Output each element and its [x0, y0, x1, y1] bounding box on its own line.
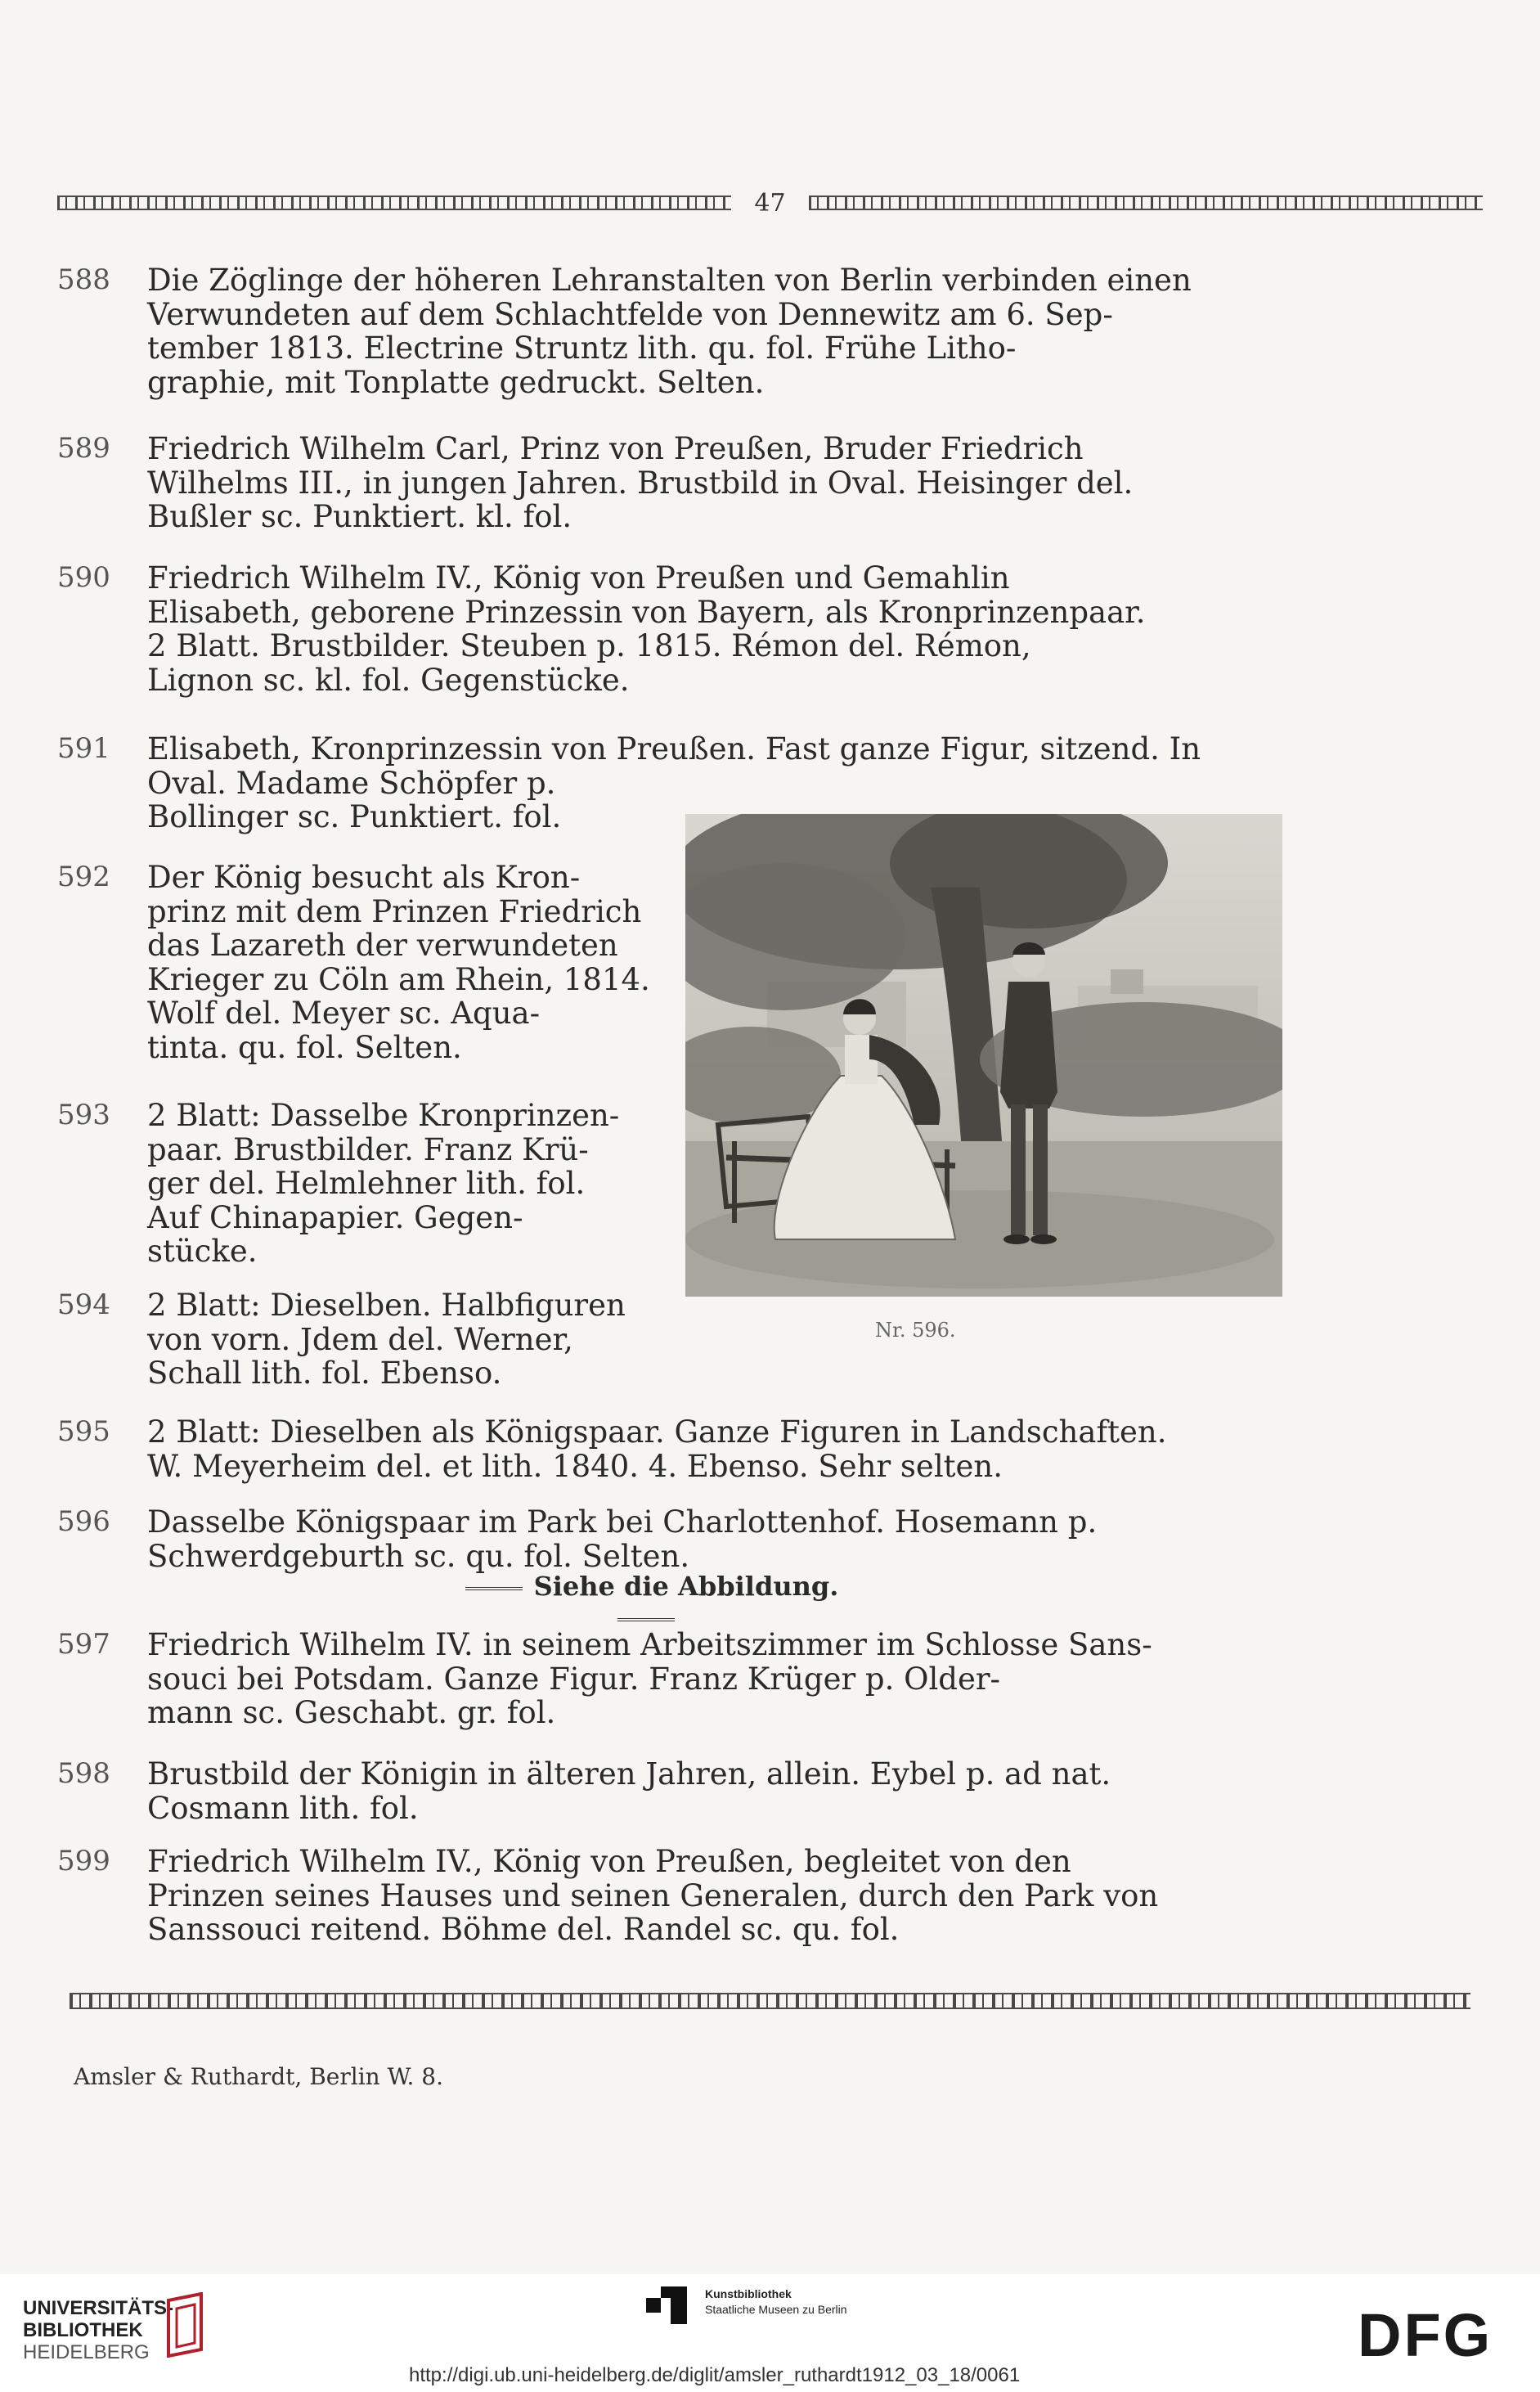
- entry-number: 598: [57, 1757, 110, 1790]
- entry-number: 599: [57, 1845, 110, 1877]
- catalog-entry-593: [57, 1099, 619, 1269]
- footer-ornament: [70, 1993, 1470, 2009]
- entry-line: Friedrich Wilhelm IV. in seinem Arbeitszimmer im Schlosse Sans-: [147, 1627, 1152, 1662]
- see-figure-note: [433, 1571, 859, 1633]
- entry-line: tember 1813. Electrine Struntz lith. qu. fol. Frühe Litho-: [147, 330, 1017, 366]
- illustration-royal-couple-in-park: [685, 814, 1282, 1297]
- entry-number: 592: [57, 861, 110, 893]
- catalog-entry-589: [57, 432, 1133, 534]
- ornament-left: [57, 196, 731, 210]
- catalog-entry-594: [57, 1288, 626, 1391]
- page-number: 47: [754, 188, 786, 218]
- ub-line-2: BIBLIOTHEK: [23, 2319, 143, 2341]
- entry-line: das Lazareth der verwundeten: [147, 928, 618, 963]
- entry-line: souci bei Potsdam. Ganze Figur. Franz Krüger p. Older-: [147, 1661, 1001, 1697]
- permalink-url[interactable]: http://digi.ub.uni-heidelberg.de/diglit/amsler_ruthardt1912_03_18/0061: [409, 2364, 1021, 2386]
- header-ornament: [57, 188, 1483, 218]
- entry-line: Verwundeten auf dem Schlachtfelde von Dennewitz am 6. Sep-: [147, 296, 1113, 332]
- entry-line: 2 Blatt: Dieselben. Halbfiguren: [147, 1288, 626, 1323]
- entry-line: stücke.: [147, 1234, 258, 1269]
- entry-line: Brustbild der Königin in älteren Jahren, allein. Eybel p. ad nat.: [147, 1756, 1111, 1792]
- entry-line: Elisabeth, geborene Prinzessin von Bayern, als Kronprinzenpaar.: [147, 594, 1146, 630]
- entry-line: Cosmann lith. fol.: [147, 1790, 419, 1826]
- entry-line: Friedrich Wilhelm IV., König von Preußen und Gemahlin: [147, 560, 1010, 596]
- catalog-entry-592: [57, 861, 650, 1064]
- entry-line: Elisabeth, Kronprinzessin von Preußen. Fast ganze Figur, sitzend. In: [147, 731, 1201, 767]
- catalog-entry-597: [57, 1628, 1152, 1730]
- entry-line: Friedrich Wilhelm Carl, Prinz von Preußen, Bruder Friedrich: [147, 431, 1084, 466]
- catalog-entry-595: [57, 1415, 1167, 1483]
- entry-number: 588: [57, 263, 110, 296]
- entry-line: Bußler sc. Punktiert. kl. fol.: [147, 499, 572, 534]
- entry-line: 2 Blatt: Dasselbe Kronprinzen-: [147, 1098, 620, 1133]
- kunstbibliothek-mark-icon: [646, 2286, 687, 2324]
- rule-right: [617, 1618, 675, 1621]
- entry-line: Sanssouci reitend. Böhme del. Randel sc. qu. fol.: [147, 1912, 900, 1947]
- entry-line: Dasselbe Königspaar im Park bei Charlottenhof. Hosemann p.: [147, 1504, 1098, 1540]
- ub-line-3: HEIDELBERG: [23, 2341, 150, 2363]
- entry-line: von vorn. Jdem del. Werner,: [147, 1321, 573, 1357]
- catalog-entry-590: [57, 561, 1146, 697]
- entry-line: Auf Chinapapier. Gegen-: [147, 1199, 523, 1235]
- entry-line: tinta. qu. fol. Selten.: [147, 1029, 462, 1065]
- entry-line: mann sc. Geschabt. gr. fol.: [147, 1695, 556, 1730]
- dfg-logo[interactable]: DFG: [1358, 2301, 1493, 2369]
- entry-line: Wilhelms III., in jungen Jahren. Brustbild in Oval. Heisinger del.: [147, 465, 1134, 501]
- ornament-right: [809, 196, 1483, 210]
- entry-number: 597: [57, 1628, 110, 1661]
- entry-line: Lignon sc. kl. fol. Gegenstücke.: [147, 662, 630, 698]
- catalog-entry-599: [57, 1845, 1158, 1947]
- engraving-picture: [685, 814, 1282, 1297]
- entry-number: 591: [57, 732, 110, 765]
- entry-number: 589: [57, 432, 110, 465]
- entry-line: Krieger zu Cöln am Rhein, 1814.: [147, 961, 650, 997]
- entry-number: 595: [57, 1415, 110, 1448]
- entry-line: Schall lith. fol. Ebenso.: [147, 1356, 502, 1391]
- publisher-imprint: Amsler & Ruthardt, Berlin W. 8.: [74, 2063, 444, 2090]
- catalog-entry-588: [57, 263, 1192, 399]
- entry-line: Bollinger sc. Punktiert. fol.: [147, 799, 562, 834]
- kb-line-1: Kunstbibliothek: [705, 2287, 792, 2300]
- entry-number: 593: [57, 1099, 110, 1131]
- entry-line: Prinzen seines Hauses und seinen Generalen, durch den Park von: [147, 1877, 1159, 1913]
- entry-line: W. Meyerheim del. et lith. 1840. 4. Ebenso. Sehr selten.: [147, 1448, 1003, 1484]
- entry-line: 2 Blatt. Brustbilder. Steuben p. 1815. Rémon del. Rémon,: [147, 628, 1031, 663]
- catalog-entry-598: [57, 1757, 1111, 1825]
- entry-line: 2 Blatt: Dieselben als Königspaar. Ganze Figuren in Landschaften.: [147, 1414, 1167, 1450]
- entry-line: Wolf del. Meyer sc. Aqua-: [147, 996, 541, 1031]
- ub-emblem-icon: [160, 2292, 209, 2358]
- entry-line: Der König besucht als Kron-: [147, 860, 581, 895]
- see-figure-text: Siehe die Abbildung.: [533, 1571, 839, 1602]
- kb-line-2: Staatliche Museen zu Berlin: [705, 2303, 847, 2316]
- entry-number: 596: [57, 1505, 110, 1538]
- entry-line: paar. Brustbilder. Franz Krü-: [147, 1131, 589, 1167]
- entry-line: Friedrich Wilhelm IV., König von Preußen, begleitet von den: [147, 1844, 1071, 1879]
- ub-line-1: UNIVERSITÄTS-: [23, 2297, 174, 2319]
- entry-line: graphie, mit Tonplatte gedruckt. Selten.: [147, 364, 765, 400]
- entry-line: prinz mit dem Prinzen Friedrich: [147, 893, 642, 929]
- entry-line: Oval. Madame Schöpfer p.: [147, 765, 556, 801]
- catalog-entry-596: [57, 1505, 1097, 1573]
- ub-heidelberg-logo[interactable]: [23, 2297, 173, 2363]
- entry-line: ger del. Helmlehner lith. fol.: [147, 1166, 586, 1201]
- entry-line: Die Zöglinge der höheren Lehranstalten von Berlin verbinden einen: [147, 263, 1192, 298]
- entry-number: 590: [57, 561, 110, 594]
- figure-caption: Nr. 596.: [875, 1319, 956, 1342]
- entry-number: 594: [57, 1288, 110, 1321]
- entry-line: Schwerdgeburth sc. qu. fol. Selten.: [147, 1538, 690, 1574]
- rule-left: [465, 1587, 523, 1590]
